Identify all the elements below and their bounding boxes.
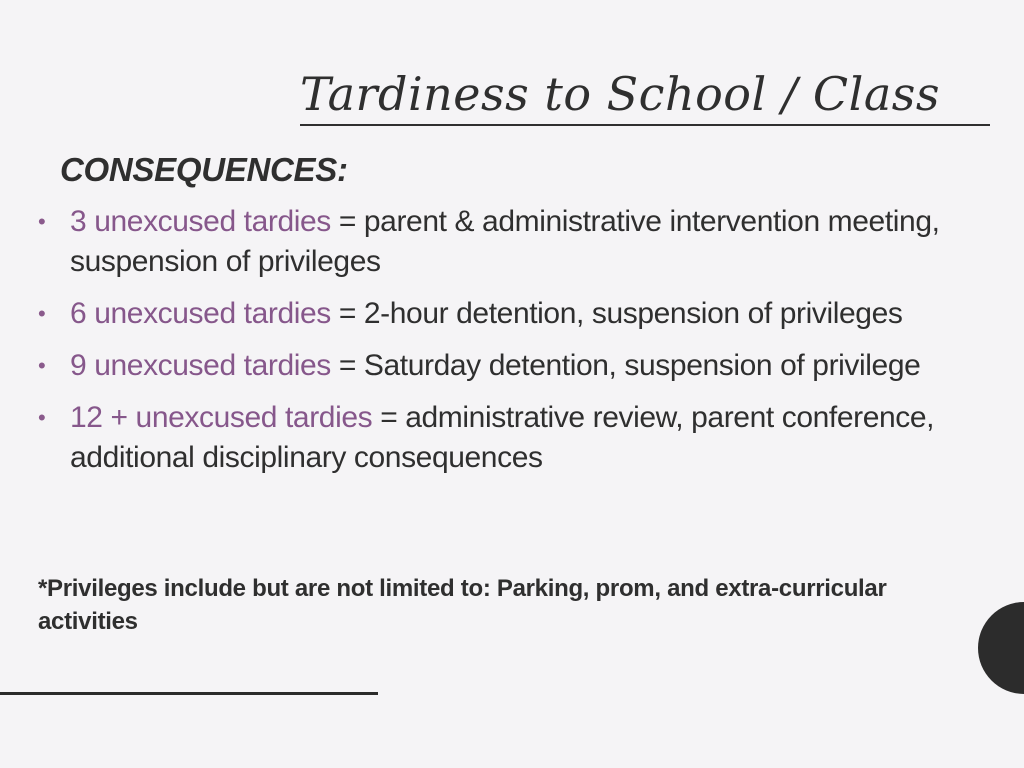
title-underline [300,124,990,126]
slide-title: Tardiness to School / Class [300,67,940,121]
tardy-count: 9 unexcused tardies [70,349,331,382]
bullet-icon: • [38,301,46,326]
consequence-text: = 2-hour detention, suspension of privileges [338,297,903,330]
consequence-text: = parent & administrative intervention meeting, suspension of privileges [70,205,940,278]
list-item [34,398,1014,478]
tardy-count: 3 unexcused tardies [70,205,331,238]
list-item [34,346,1014,386]
bullet-icon: • [38,405,46,430]
decorative-circle [978,602,1024,694]
list-item [34,294,1014,334]
bottom-divider [0,692,378,695]
consequences-heading: CONSEQUENCES: [60,151,348,188]
consequences-list [34,202,1014,490]
consequence-text: = administrative review, parent conference, additional disciplinary consequences [70,401,935,474]
privileges-note: *Privileges include but are not limited to: Parking, prom, and extra-curricular activities [38,575,887,635]
list-item [34,202,1014,282]
bullet-icon: • [38,209,46,234]
tardy-count: 12 + unexcused tardies [70,401,373,434]
tardy-count: 6 unexcused tardies [70,297,331,330]
bullet-icon: • [38,353,46,378]
consequence-text: = Saturday detention, suspension of privilege [338,349,921,382]
